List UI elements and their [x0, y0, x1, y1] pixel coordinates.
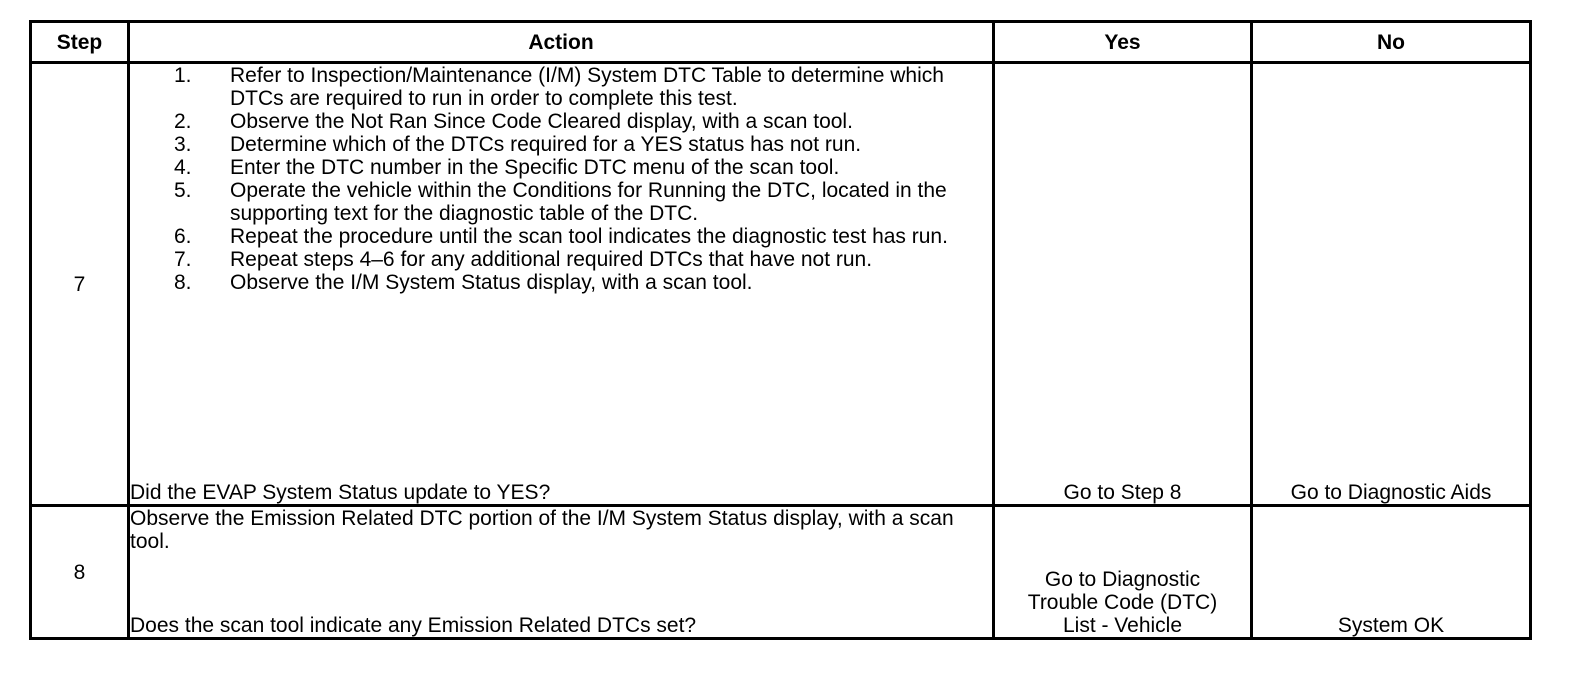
list-item-text: Operate the vehicle within the Conditions for Running the DTC, located in the supporting text for the diagnostic table of the DTC.	[230, 179, 947, 225]
action-cell	[129, 63, 994, 506]
list-item-number: 6.	[174, 225, 192, 248]
list-item	[130, 248, 992, 271]
step-number: 7	[31, 63, 129, 506]
header-yes: Yes	[994, 22, 1252, 63]
list-item-number: 2.	[174, 110, 192, 133]
list-item-text: Repeat the procedure until the scan tool indicates the diagnostic test has run.	[230, 225, 948, 248]
yes-result: Go to Step 8	[994, 63, 1252, 506]
list-item	[130, 179, 992, 225]
header-no: No	[1252, 22, 1531, 63]
list-item	[130, 225, 992, 248]
list-item-number: 1.	[174, 64, 192, 87]
list-item-text: Enter the DTC number in the Specific DTC menu of the scan tool.	[230, 156, 840, 179]
no-result: System OK	[1252, 506, 1531, 639]
header-row	[31, 22, 1531, 63]
yes-result	[994, 506, 1252, 639]
list-item	[130, 110, 992, 133]
diagnostic-table	[29, 20, 1532, 640]
list-item-number: 8.	[174, 271, 192, 294]
header-step: Step	[31, 22, 129, 63]
list-item-text: Repeat steps 4–6 for any additional required DTCs that have not run.	[230, 248, 873, 271]
list-item	[130, 64, 992, 110]
table-row	[31, 63, 1531, 506]
list-item-text: Observe the Not Ran Since Code Cleared display, with a scan tool.	[230, 110, 853, 133]
header-action: Action	[129, 22, 994, 63]
action-cell	[129, 506, 994, 639]
no-result: Go to Diagnostic Aids	[1252, 63, 1531, 506]
action-question: Does the scan tool indicate any Emission Related DTCs set?	[130, 614, 697, 637]
list-item	[130, 133, 992, 156]
yes-result-line: Trouble Code (DTC)	[1027, 591, 1218, 614]
list-item-text: Observe the I/M System Status display, with a scan tool.	[230, 271, 753, 294]
table-row	[31, 506, 1531, 639]
yes-result-line: Go to Diagnostic	[1044, 568, 1201, 591]
action-question: Did the EVAP System Status update to YES?	[130, 481, 551, 504]
list-item-number: 3.	[174, 133, 192, 156]
step-number: 8	[31, 506, 129, 639]
yes-result-line: List - Vehicle	[1062, 614, 1183, 637]
list-item-number: 4.	[174, 156, 192, 179]
list-item	[130, 156, 992, 179]
list-item-text: Refer to Inspection/Maintenance (I/M) System DTC Table to determine which DTCs are required to run in order to complete this test.	[230, 64, 944, 110]
list-item	[130, 271, 992, 294]
action-intro: Observe the Emission Related DTC portion of the I/M System Status display, with a scan tool.	[130, 507, 954, 553]
procedure-list	[130, 64, 992, 294]
list-item-number: 7.	[174, 248, 192, 271]
list-item-number: 5.	[174, 179, 192, 202]
list-item-text: Determine which of the DTCs required for a YES status has not run.	[230, 133, 862, 156]
